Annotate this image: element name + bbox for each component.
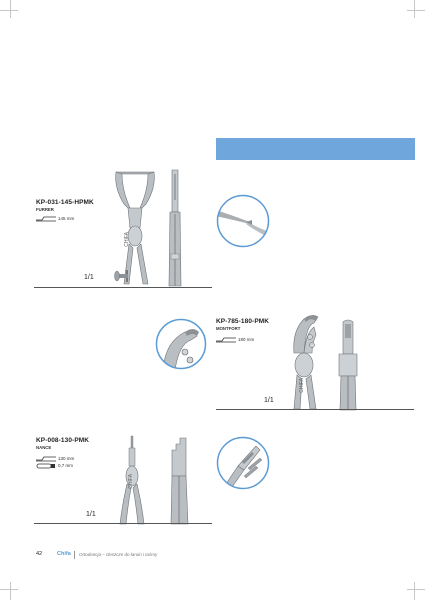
product-name: NANCE xyxy=(36,445,52,450)
length-icon xyxy=(216,337,236,343)
crop-mark xyxy=(10,582,11,600)
nance-tip-detail-circle xyxy=(216,436,270,490)
montfort-plier-side-image xyxy=(335,318,361,410)
product-code: KP-785-180-PMK xyxy=(216,318,270,325)
product-divider xyxy=(216,409,414,410)
nance-plier-side-image xyxy=(168,436,190,524)
product-name: MONTFORT xyxy=(216,326,241,331)
footer-section: Ortodoncja – cleszcze do łaroin i taśmy xyxy=(79,552,158,557)
product-code: KP-031-145-HPMK xyxy=(36,199,94,206)
crop-mark xyxy=(407,10,425,11)
product-wire-size: 0,7 mm xyxy=(58,463,74,468)
product-divider xyxy=(34,523,212,524)
product-length: 180 mm xyxy=(238,337,255,342)
footer-brand: Chifa xyxy=(57,551,71,557)
product-code: KP-008-130-PMK xyxy=(36,437,90,444)
product-length: 145 mm xyxy=(58,216,75,221)
tip-detail-circle xyxy=(216,194,270,248)
scale-label: 1/1 xyxy=(84,274,94,281)
furrer-plier-side-image xyxy=(166,170,184,286)
scale-label: 1/1 xyxy=(264,397,274,404)
product-length: 130 mm xyxy=(58,456,75,461)
section-header-bar xyxy=(216,138,415,160)
crop-mark xyxy=(10,0,11,18)
montfort-plier-front-image xyxy=(282,313,328,409)
montfort-tip-detail-circle xyxy=(155,318,207,370)
length-icon xyxy=(36,216,56,222)
product-divider xyxy=(34,287,212,288)
product-name: FURRER xyxy=(36,207,54,212)
footer-separator xyxy=(74,551,75,559)
logo: CHIFA xyxy=(124,232,130,247)
scale-label: 1/1 xyxy=(86,511,96,518)
wire-icon xyxy=(36,463,56,469)
furrer-plier-front-image xyxy=(110,168,160,286)
page-number: 42 xyxy=(36,551,43,557)
crop-mark xyxy=(407,589,425,590)
crop-mark xyxy=(414,0,415,18)
crop-mark xyxy=(0,10,18,11)
logo: CHIFA xyxy=(299,378,305,393)
crop-mark xyxy=(0,589,18,590)
crop-mark xyxy=(414,582,415,600)
logo: CHIFA xyxy=(128,474,134,489)
length-icon xyxy=(36,456,56,462)
